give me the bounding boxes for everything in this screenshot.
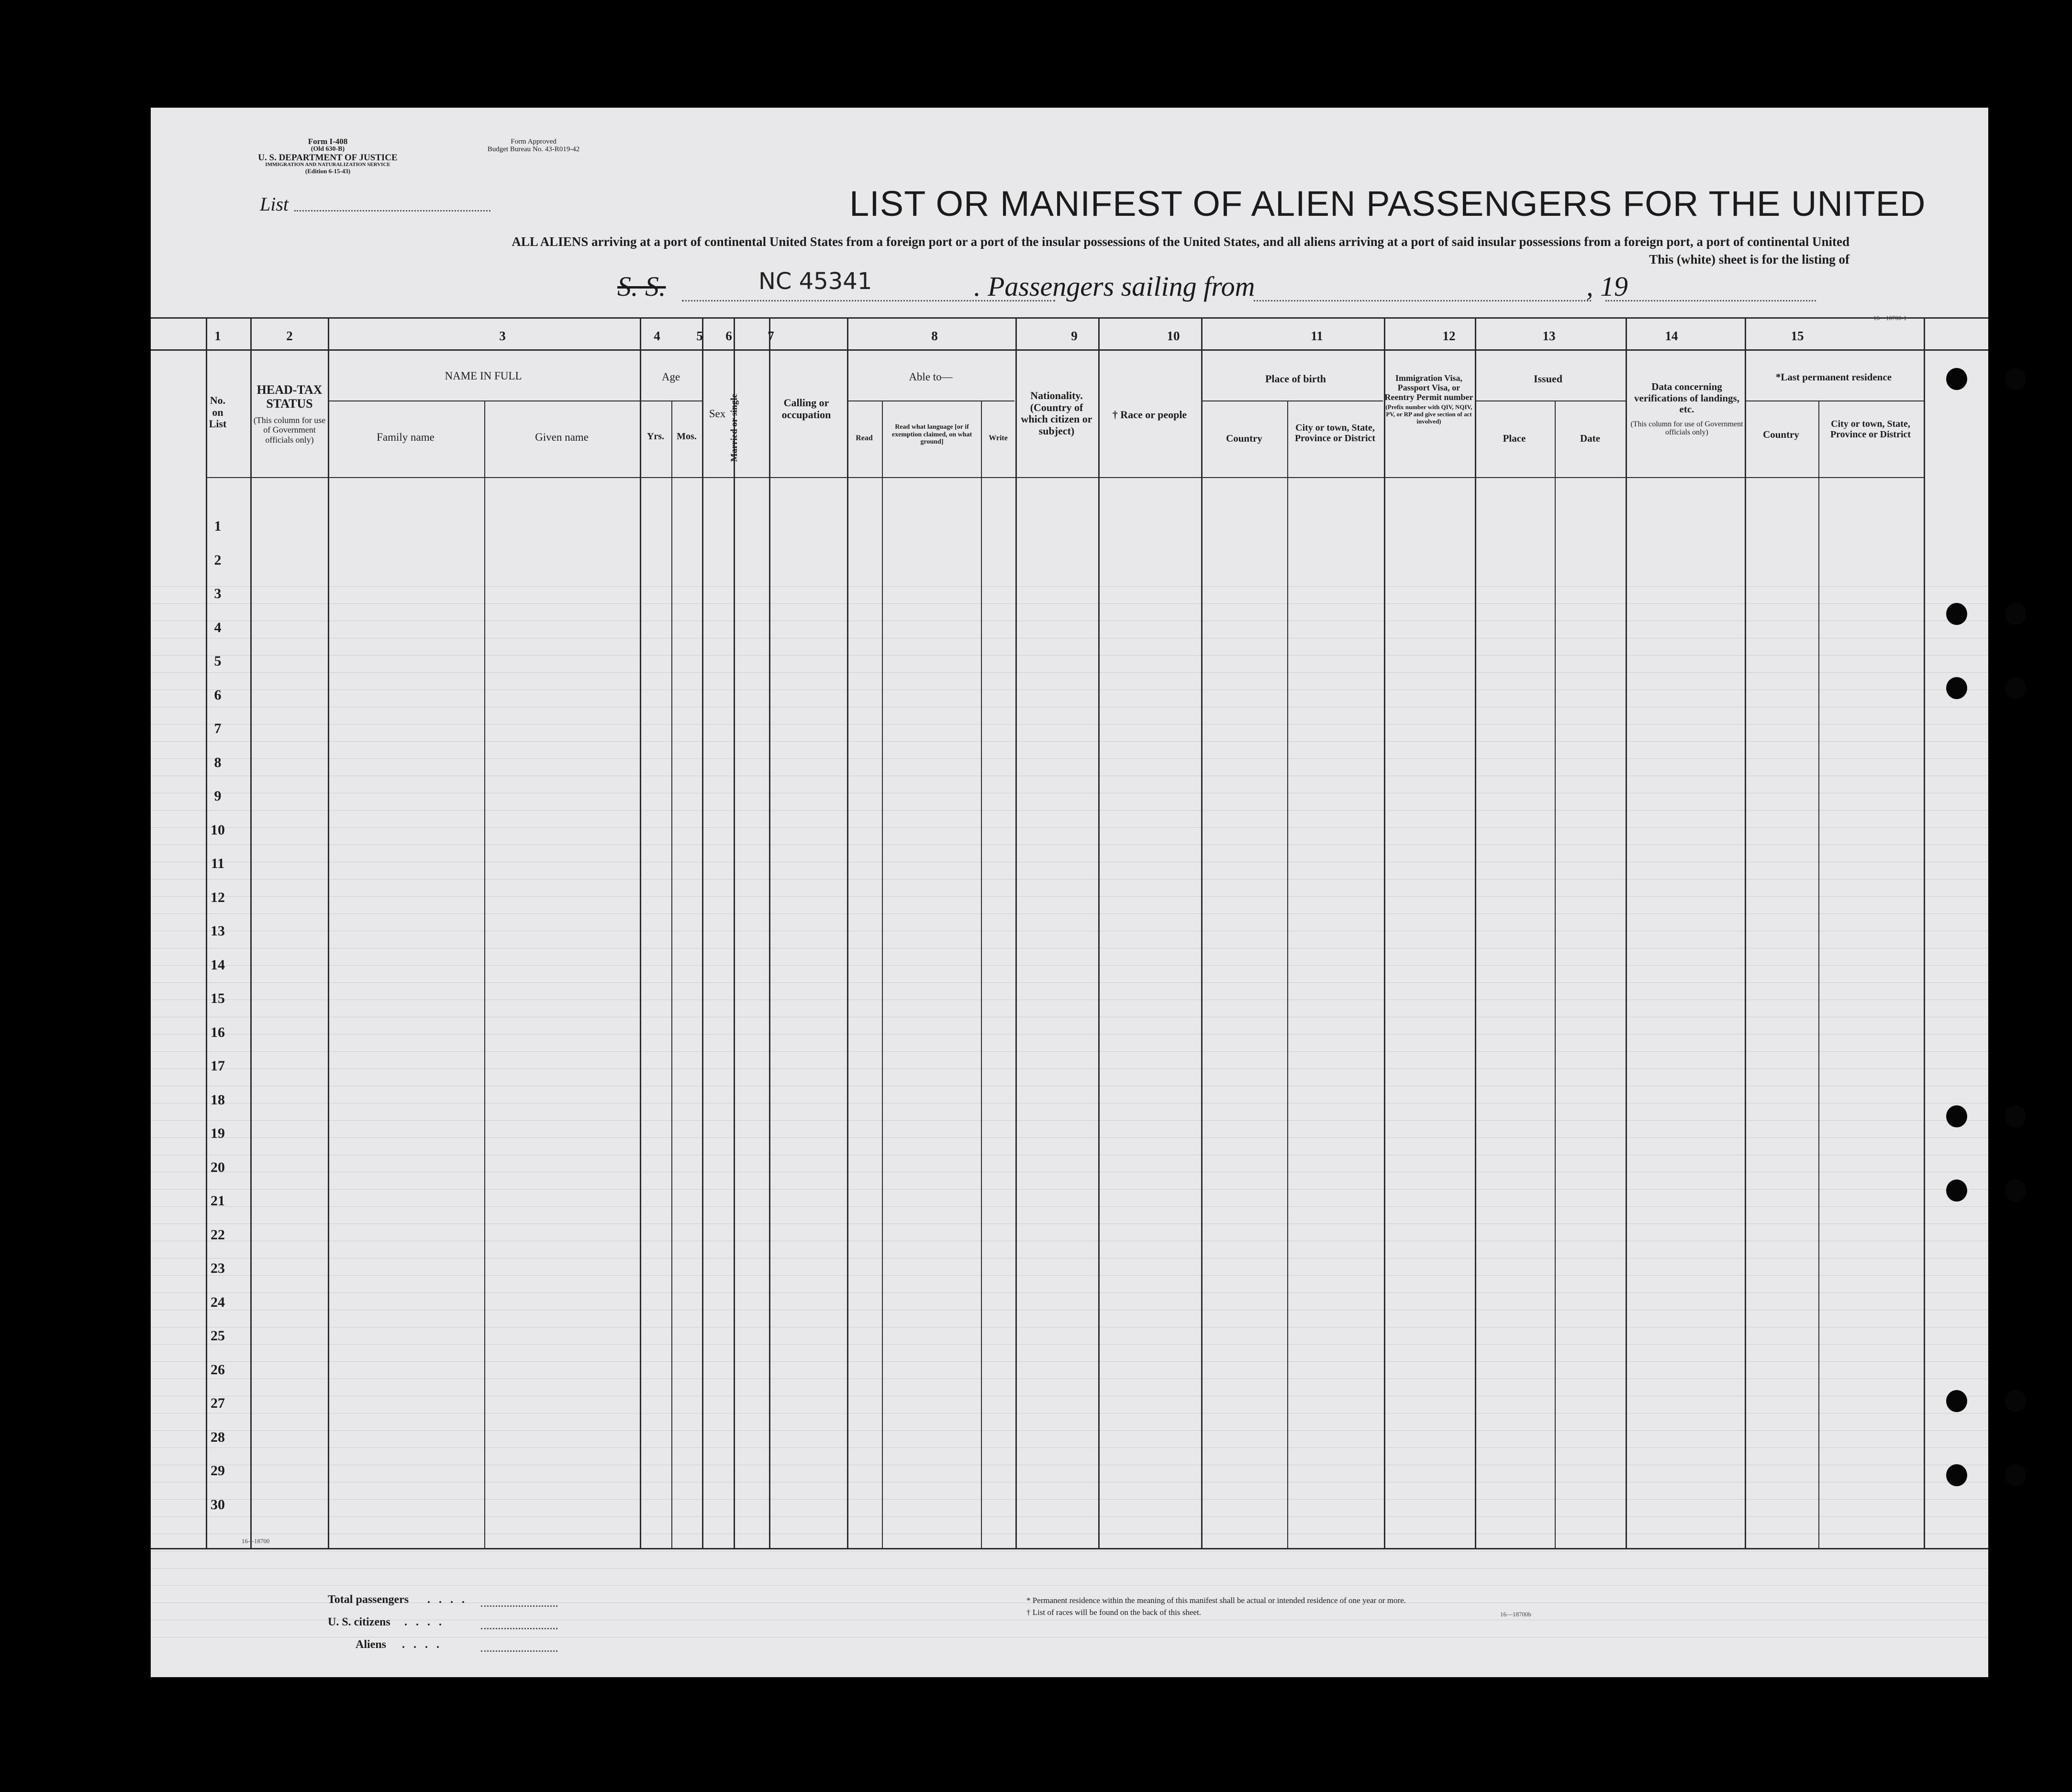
ruled-line (151, 1585, 1988, 1586)
col-issued-place: Place (1503, 433, 1526, 444)
aliens-label: Aliens (356, 1638, 387, 1651)
punch-hole-icon (1946, 603, 1967, 625)
ruled-line (151, 1568, 1988, 1569)
ss-label: S. S. (617, 271, 666, 302)
ruled-line (151, 586, 1988, 587)
col-verification (1629, 381, 1744, 437)
ruled-line (151, 1344, 1988, 1345)
total-passengers-label: Total passengers (328, 1593, 409, 1606)
service: IMMIGRATION AND NATURALIZATION SERVICE (265, 162, 390, 168)
col-num-15: 15 (1791, 329, 1804, 343)
subcolumn-border (671, 401, 672, 1548)
column-border (1745, 317, 1746, 1548)
punch-hole-icon (2005, 1464, 2026, 1486)
row-number: 5 (214, 653, 222, 669)
col-married-single: Married or single (729, 393, 739, 462)
department: U. S. DEPARTMENT OF JUSTICE (258, 152, 398, 163)
ruled-line (151, 672, 1988, 673)
col-num-5: 5 (696, 329, 703, 343)
head-tax-note: (This column for use of Government officials only) (253, 415, 326, 445)
punch-hole-icon (2005, 1390, 2026, 1412)
punch-hole-icon (2005, 1105, 2026, 1127)
ruled-line (151, 827, 1988, 828)
instructions (414, 233, 1849, 269)
ruled-line (151, 603, 1988, 604)
col-issued-date: Date (1580, 433, 1600, 444)
residence-note: * Permanent residence within the meaning of this manifest shall be actual or intended residence of one year or more. (1026, 1596, 1406, 1605)
row-number: 22 (211, 1226, 225, 1243)
total-dots: . . . . (427, 1593, 468, 1606)
col-num-8: 8 (931, 329, 938, 343)
ruled-line (151, 1447, 1988, 1448)
row-number: 13 (211, 923, 225, 939)
ruled-line (151, 655, 1988, 656)
col-num-10: 10 (1167, 329, 1180, 343)
ruled-line (151, 741, 1988, 742)
col-num-11: 11 (1311, 329, 1323, 343)
row-number: 8 (214, 754, 222, 770)
edition: (Edition 6-15-43) (305, 167, 351, 175)
ruled-line (151, 1499, 1988, 1500)
old-form-number: (Old 630-B) (311, 145, 345, 153)
row-number: 24 (211, 1294, 225, 1310)
punch-hole-icon (2005, 368, 2026, 390)
col-residence-city: City or town, State, Province or District (1830, 419, 1911, 440)
row-number: 2 (214, 552, 222, 568)
row-number: 10 (211, 822, 225, 838)
col-able-to: Able to— (909, 371, 953, 383)
row-number: 28 (211, 1429, 225, 1445)
col-head-tax (251, 383, 328, 445)
list-label: List (260, 193, 289, 215)
table-bottom-border (151, 1548, 1988, 1549)
subcolumn-border (1555, 401, 1556, 1548)
col-num-9: 9 (1071, 329, 1078, 343)
form-id-block (227, 137, 428, 175)
row-number: 4 (214, 619, 222, 635)
instructions-line-2: This (white) sheet is for the listing of (1649, 252, 1849, 267)
visa-title: Immigration Visa, Passport Visa, or Reentry Permit number (1384, 373, 1473, 402)
col-family-name: Family name (377, 431, 434, 443)
form-approved: Form Approved (511, 138, 557, 145)
punch-hole-icon (1946, 1105, 1967, 1127)
us-citizens-blank (481, 1628, 557, 1629)
print-code-col2: 16—18700 (242, 1537, 270, 1545)
col-read: Read (856, 434, 873, 442)
column-border (328, 317, 329, 1548)
row-number: 3 (214, 586, 222, 601)
column-border (1475, 317, 1476, 1548)
row-number: 29 (211, 1463, 225, 1479)
col-num-12: 12 (1442, 329, 1456, 343)
column-border (847, 317, 848, 1548)
sailing-blank (1254, 300, 1591, 301)
row-number: 15 (211, 991, 225, 1006)
visa-note: (Prefix number with QIV, NQIV, PV, or RP and give section of act involved) (1385, 403, 1472, 425)
col-num-3: 3 (499, 329, 506, 343)
ruled-line (151, 1137, 1988, 1138)
row-number: 30 (211, 1496, 225, 1513)
col-no-on-list: No. on List (209, 394, 227, 430)
row-number: 7 (214, 721, 222, 736)
row-number: 12 (211, 889, 225, 905)
punch-hole-icon (1946, 1180, 1967, 1202)
ss-handwritten: NC 45341 (758, 268, 872, 295)
col-sex: Sex (709, 408, 726, 420)
col-last-residence: *Last permanent residence (1775, 371, 1892, 383)
row-number: 27 (211, 1395, 225, 1411)
column-border (1015, 317, 1017, 1548)
head-tax-title: HEAD-TAX STATUS (256, 383, 323, 411)
form-number: Form I-408 (308, 137, 348, 146)
col-age-mos: Mos. (677, 431, 697, 442)
col-visa (1384, 373, 1474, 425)
budget-number: Budget Bureau No. 43-R019-42 (487, 145, 580, 153)
column-border (734, 317, 735, 1548)
punch-hole-icon (1946, 1464, 1967, 1486)
row-number: 1 (214, 518, 222, 534)
col-num-6: 6 (725, 329, 732, 343)
column-border (769, 317, 770, 1548)
subcolumn-border (882, 401, 883, 1548)
column-border (1924, 317, 1925, 1548)
sailing-label: . Passengers sailing from (974, 271, 1255, 302)
instructions-line-1: ALL ALIENS arriving at a port of continental United States from a foreign port or a port of the insular possessions of the United States, and all aliens arriving at a port of said insular possessions from a foreign port, a port of continental United (512, 234, 1849, 249)
ruled-line (151, 1189, 1988, 1190)
col-given-name: Given name (535, 431, 589, 443)
col-residence-country: Country (1763, 429, 1799, 440)
ruled-line (151, 1275, 1988, 1276)
column-number-row-border (151, 349, 1988, 351)
column-border (1626, 317, 1627, 1548)
table-top-border (151, 317, 1988, 319)
col-num-2: 2 (286, 329, 293, 343)
ruled-line (151, 1430, 1988, 1431)
col-place-of-birth: Place of birth (1265, 373, 1326, 385)
col-race: † Race or people (1112, 409, 1187, 421)
ruled-line (151, 758, 1988, 759)
aliens-blank (481, 1650, 557, 1652)
row-number: 18 (211, 1091, 225, 1108)
row-number: 26 (211, 1361, 225, 1378)
ruled-line (151, 965, 1988, 966)
punch-hole-icon (1946, 677, 1967, 699)
row-number: 6 (214, 687, 222, 703)
col-issued: Issued (1534, 373, 1562, 385)
col-write: Write (989, 434, 1008, 442)
col-num-7: 7 (768, 329, 774, 343)
col-nationality: Nationality. (Country of which citizen or subject) (1021, 390, 1092, 437)
col-birth-country: Country (1226, 433, 1262, 444)
aliens-dots: . . . . (402, 1638, 442, 1651)
col-num-1: 1 (214, 329, 221, 343)
row-number: 9 (214, 788, 222, 804)
col-occupation: Calling or occupation (781, 397, 831, 421)
column-border (1201, 317, 1203, 1548)
date-blank (1605, 300, 1816, 301)
race-note: † List of races will be found on the back of this sheet. (1026, 1608, 1201, 1617)
col-age: Age (661, 371, 680, 383)
ruled-line (151, 1292, 1988, 1293)
row-number: 23 (211, 1260, 225, 1276)
us-citizens-label: U. S. citizens (328, 1616, 390, 1628)
ruled-line (151, 810, 1988, 811)
row-number: 20 (211, 1159, 225, 1175)
subcolumn-border (484, 401, 485, 1548)
ruled-line (151, 1361, 1988, 1362)
row-number: 19 (211, 1125, 225, 1141)
row-number: 21 (211, 1193, 225, 1209)
ruled-line (151, 1516, 1988, 1517)
print-code-top: 16—18700-1 (1873, 314, 1907, 322)
verification-title: Data concerning verifications of landings, etc. (1634, 381, 1739, 415)
header-bottom-border (206, 477, 1924, 478)
column-border (702, 317, 703, 1548)
ruled-line (151, 913, 1988, 914)
column-border (250, 317, 252, 1548)
ruled-line (151, 1051, 1988, 1052)
row-number: 17 (211, 1058, 225, 1074)
column-border (1098, 317, 1100, 1548)
year-label: , 19 (1586, 271, 1628, 302)
punch-hole-icon (2005, 677, 2026, 699)
verification-note: (This column for use of Government officials only) (1630, 420, 1743, 437)
manifest-sheet (151, 108, 1988, 1677)
ruled-line (151, 1413, 1988, 1414)
row-number: 16 (211, 1024, 225, 1040)
list-blank (294, 210, 490, 211)
print-code-foot: 16—18700b (1500, 1611, 1531, 1618)
col-num-13: 13 (1542, 329, 1556, 343)
col-age-yrs: Yrs. (646, 431, 665, 442)
punch-hole-icon (1946, 368, 1967, 390)
ruled-line (151, 896, 1988, 897)
col-birth-city: City or town, State, Province or District (1294, 423, 1376, 444)
punch-hole-icon (2005, 603, 2026, 625)
row-number: 14 (211, 957, 225, 973)
col-name-in-full: NAME IN FULL (445, 370, 522, 382)
col-num-4: 4 (654, 329, 660, 343)
ruled-line (151, 1034, 1988, 1035)
approval-block (457, 138, 610, 154)
column-border (640, 317, 641, 1548)
subcolumn-border (1818, 401, 1819, 1548)
total-passengers-blank (481, 1605, 557, 1607)
row-number: 11 (211, 856, 225, 871)
col-read-language: Read what language [or if exemption claimed, on what ground] (891, 423, 972, 446)
column-border (1384, 317, 1385, 1548)
subcolumn-border (1287, 401, 1288, 1548)
row-number: 25 (211, 1328, 225, 1344)
punch-hole-icon (2005, 1180, 2026, 1202)
ruled-line (151, 1120, 1988, 1121)
us-dots: . . . . (404, 1616, 445, 1628)
subcolumn-border (981, 401, 982, 1548)
punch-hole-icon (1946, 1390, 1967, 1412)
col-num-14: 14 (1665, 329, 1678, 343)
form-title: LIST OR MANIFEST OF ALIEN PASSENGERS FOR THE UNITED (849, 184, 1926, 223)
ruled-line (151, 982, 1988, 983)
ruled-line (151, 1206, 1988, 1207)
